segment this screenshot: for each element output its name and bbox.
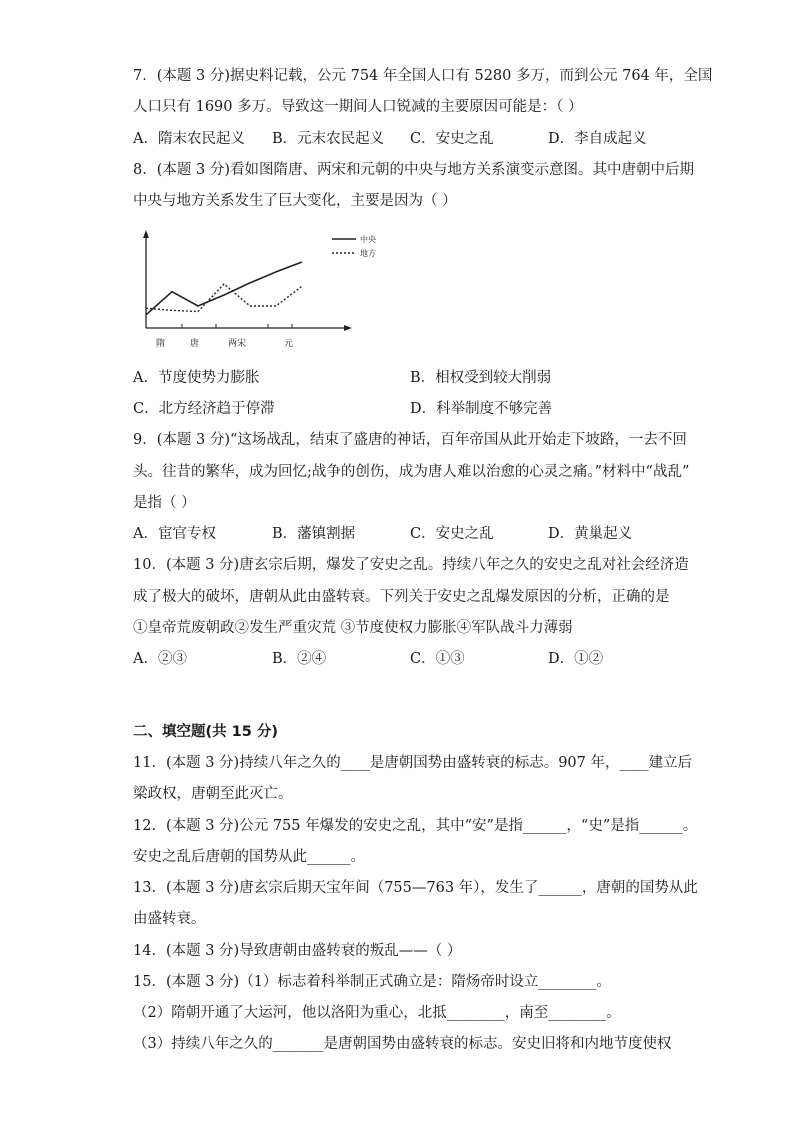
q7-option-d: D．李自成起义	[548, 131, 647, 147]
central-local-relation-chart	[140, 228, 400, 356]
chart-series-central-line	[146, 262, 302, 315]
q12-stem-line1: 12．(本题 3 分)公元 755 年爆发的安史之乱，其中“安”是指______，“史”是指______。	[133, 818, 698, 834]
q10-stem-line1: 10．(本题 3 分)唐玄宗后期，爆发了安史之乱。持续八年之久的安史之乱对社会经济造	[133, 557, 689, 573]
q9-option-a: A．宦官专权	[133, 526, 216, 542]
q9-stem-line1: 9．(本题 3 分)“这场战乱，结束了盛唐的神话，百年帝国从此开始走下坡路，一去不回	[133, 432, 687, 448]
q9-stem-line3: 是指（ ）	[133, 495, 196, 511]
q10-stem-line3: ①皇帝荒废朝政②发生严重灾荒 ③节度使权力膨胀④军队战斗力薄弱	[133, 620, 573, 636]
q7-option-b: B．元末农民起义	[272, 131, 385, 147]
chart-x-arrow	[344, 325, 352, 331]
q12-stem-line2: 安史之乱后唐朝的国势从此______。	[133, 849, 365, 865]
q7-stem-line2: 人口只有 1690 多万。导致这一期间人口锐减的主要原因可能是：（ ）	[133, 99, 583, 115]
q11-stem-line1: 11．(本题 3 分)持续八年之久的____是唐朝国势由盛转衰的标志。907 年，____建立后	[133, 755, 692, 771]
q10-option-c: C．①③	[410, 651, 465, 667]
q10-stem-line2: 成了极大的破坏，唐朝从此由盛转衰。下列关于安史之乱爆发原因的分析，正确的是	[133, 589, 670, 605]
chart-y-arrow	[143, 230, 149, 238]
q13-stem-line2: 由盛转衰。	[133, 911, 206, 927]
q15-stem-line3: （3）持续八年之久的_______是唐朝国势由盛转衰的标志。安史旧将和内地节度使权	[133, 1036, 672, 1052]
q13-stem-line1: 13．(本题 3 分)唐玄宗后期天宝年间（755—763 年），发生了______，唐朝的国势从此	[133, 880, 698, 896]
q10-option-d: D．①②	[548, 651, 604, 667]
chart-series-local-line	[146, 284, 302, 312]
q9-option-d: D．黄巢起义	[548, 526, 633, 542]
q7-stem-line1: 7．(本题 3 分)据史料记载，公元 754 年全国人口有 5280 多万，而到公元 764 年，全国	[133, 68, 713, 84]
q8-stem-line1: 8．(本题 3 分)看如图隋唐、两宋和元朝的中央与地方关系演变示意图。其中唐朝中后期	[133, 162, 694, 178]
q15-stem-line2: （2）隋朝开通了大运河，他以洛阳为重心，北抵________，南至________。	[133, 1005, 621, 1021]
q10-option-b: B．②④	[272, 651, 327, 667]
q7-option-c: C．安史之乱	[410, 131, 494, 147]
q8-option-c: C．北方经济趋于停滞	[133, 401, 275, 417]
q8-option-b: B．相权受到较大削弱	[410, 370, 552, 386]
chart-category-label: 隋	[156, 339, 166, 349]
q8-stem-line2: 中央与地方关系发生了巨大变化，主要是因为（ ）	[133, 193, 457, 209]
q9-option-c: C．安史之乱	[410, 526, 494, 542]
chart-category-label: 唐	[190, 339, 200, 349]
q7-option-a: A．隋末农民起义	[133, 131, 245, 147]
chart-category-label: 元	[284, 339, 294, 349]
q8-option-a: A．节度使势力膨胀	[133, 370, 260, 386]
q15-stem-line1: 15．(本题 3 分)（1）标志着科举制正式确立是：隋炀帝时设立________。	[133, 974, 611, 990]
chart-legend-label: 中央	[360, 235, 376, 244]
q11-stem-line2: 梁政权，唐朝至此灭亡。	[133, 786, 293, 802]
q9-stem-line2: 头。往昔的繁华，成为回忆;战争的创伤，成为唐人难以治愈的心灵之痛。”材料中“战乱”	[133, 464, 690, 480]
chart-legend-label: 地方	[360, 249, 376, 258]
section-heading-fill-in: 二、填空题(共 15 分)	[133, 724, 279, 740]
q9-option-b: B．藩镇割据	[272, 526, 356, 542]
q8-option-d: D．科举制度不够完善	[410, 401, 553, 417]
q14-stem-line1: 14．(本题 3 分)导致唐朝由盛转衰的叛乱——（ ）	[133, 943, 462, 959]
q10-option-a: A．②③	[133, 651, 187, 667]
chart-category-label: 两宋	[228, 339, 247, 349]
